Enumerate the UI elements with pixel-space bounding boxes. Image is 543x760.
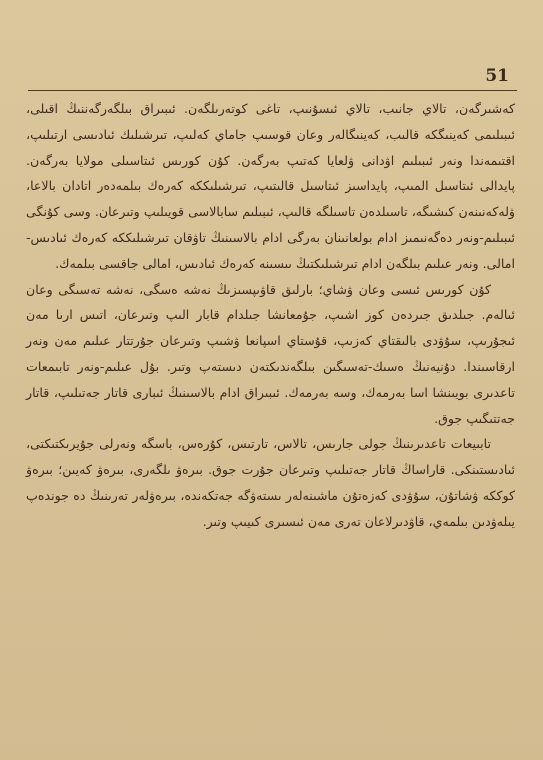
header-rule	[28, 90, 517, 91]
paragraph: كەشىرگەن، تالاي جانىب، تالاي ئىسۇنىپ، تاغى كوتەرىلگەن. ئىبىراق بىلگەرگەننىڭ اقىلى، ئىبىلىمى كەينىگكە قالىب، كەينىگالەر وعان قوسىپ جاماي كەلىپ، تىرشىلىك ئىادىسى ارتىلىپ، اقتىمەندا ونەر ئىبىلىم اۋدانى ۋلعايا كەتىپ بەرگەن. كۇن كورىس ئىتاسىلى مولايا بەرگەن. پايدالى ئىتاسىل المىپ، پايداسىز ئىتاسىل قالىتىپ، تىرشىلىككە كەرەك بىلمەدەر اتادان بالاعا، ۋلەكەنىنەن كىشىگە، تاسىلدەن تاسىلگە قالىپ، ئىبىلىم سابالاسى قويىلىپ وتىرعان. وسى كۇنگى ئىبىلىم-ونەر دەگەنىمىز ادام بولعانىنان بەرگى ادام بالاسىنىڭ تاۋقان تىرشىلىككە كەرەك ئىادىس-امالى. ونەر عىلىم بىلگەن ادام تىرشىلىكتىڭ ىىسىنە كەرەك ئىادىس، امالى جاقسى بىلمەك.	[26, 101, 515, 271]
paragraph: كۇن كورىس ئىسى وعان ۋشاي؛ بارلىق قاۋىپسىزىڭ نەشە ەسگى، نەشە تەسىگى وعان ئىالەم. جىلدىق جىردەن كوز اشىپ، جۇمعانشا جىلدام قابار الىپ وتىرعان، اتىس ارىا مەن ئىجۇرىپ، سۇۋدى بالىقتاي كەزىپ، قۇستاي اسپانعا ۋشىپ وتىرعان جۇرتتار عىلىم مەن ونەر ارقاسىندا. دۇنيەنىڭ ەسىك-تەسىگىن بىلگەندىكتەن دىستەپ وتىر. بۇل عىلىم-ونەر تابىمعات تاعدىرى بويىنشا اسا بەرمەك، وسە بەرمەك. ئىبىراق ادام بالاسىنىڭ ئىبارى قاتار جەتىلىپ، قاتار جەتتىگىپ جوق.	[26, 281, 515, 426]
page-body	[26, 96, 515, 535]
paragraph: تابىيعات تاعدىرىنىڭ جولى جارىس، تالاس، تارتىس، كۇرەس، باسگە ونەرلى جۇيرىكتىكتى، ئىادىستىنكى. قاراساڭ قاتار جەتىلىپ وتىرعان جۇرت جوق. بىرەۋ ىلگەرى، بىرەۋ كەيىن؛ بىرەۋ كوككە ۋشاتۇن، سۇۋدى كەزەتۇن ماشىنەلەر ىستەۋگە جەتكەندە، بىرەۋلەر تەرىنىڭ دە جوندەپ يىلەۋدىن بىلمەي، قاۋدىرلاعان تەرى مەن ئىسىرى كىيىپ وتىر.	[26, 436, 515, 529]
page-number: 51	[485, 66, 509, 86]
